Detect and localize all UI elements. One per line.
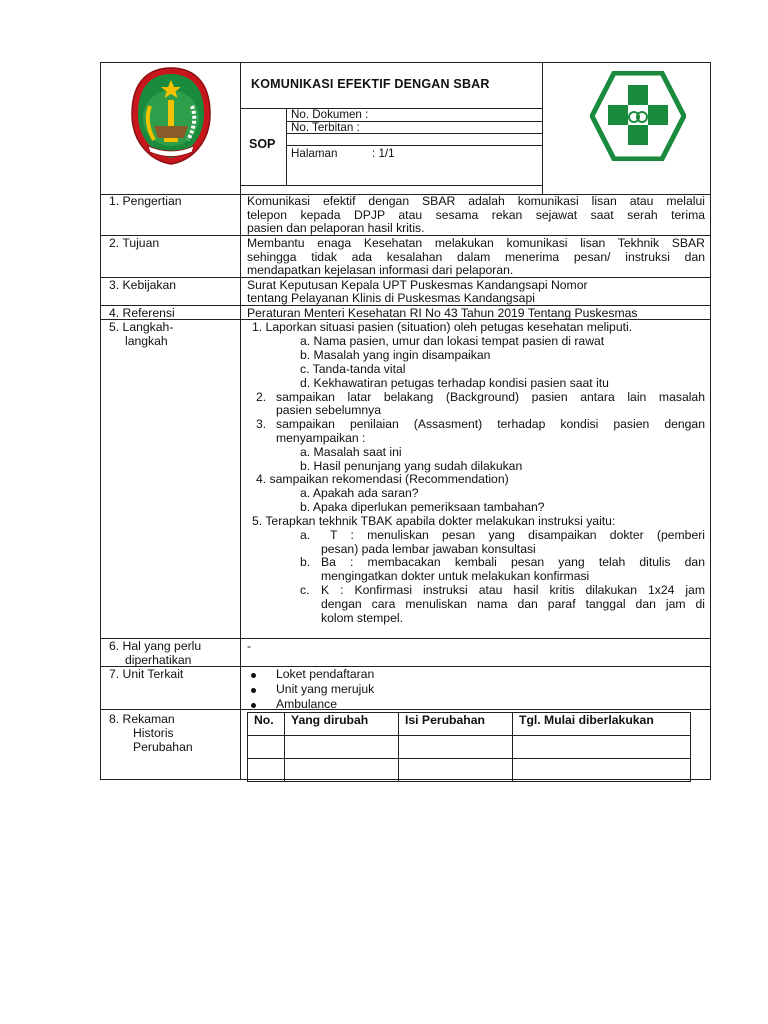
history-header-no: No.: [248, 713, 285, 736]
history-header-date: Tgl. Mulai diberlakukan: [513, 713, 691, 736]
step-5b-line-1: Ba : membacakan kembali pesan yang telah ditulis dan: [321, 555, 705, 569]
step-5a-line-1: T : menuliskan pesan yang disampaikan dokter (pemberi: [330, 528, 705, 542]
langkah-label-2: langkah: [125, 334, 168, 348]
title-bottom-rule: [240, 108, 542, 109]
row-rule-7: [100, 709, 711, 710]
history-header-row: [248, 713, 691, 736]
header-right-divider: [542, 62, 543, 194]
east-java-emblem-icon: [128, 66, 214, 166]
unit-label: 7. Unit Terkait: [109, 667, 184, 681]
pengertian-line-3: pasien dan pelaporan hasil kritis.: [247, 221, 425, 235]
step-5c-line-2: dengan cara menuliskan nama dan paraf tanggal dan jam di: [321, 597, 705, 611]
table-cell: [285, 736, 399, 759]
step-2-line-2: pasien sebelumnya: [276, 403, 382, 417]
step-5a-letter: a.: [300, 528, 311, 542]
pengertian-label: 1. Pengertian: [109, 194, 182, 208]
header-inner-bottom-rule: [240, 185, 542, 186]
table-cell: [285, 759, 399, 782]
step-3-line-2: menyampaikan :: [276, 431, 366, 445]
step-4b: b. Apaka diperlukan pemeriksaan tambahan?: [300, 500, 545, 514]
no-terbitan-field: No. Terbitan :: [291, 121, 360, 134]
tujuan-line-3: mendapatkan kejelasan informasi dari pelaporan.: [247, 263, 514, 277]
step-5a-line-2: pesan) pada lembar jawaban konsultasi: [321, 542, 536, 556]
step-5: 5. Terapkan tekhnik TBAK apabila dokter melakukan instruksi yaitu:: [252, 514, 616, 528]
step-5c-line-1: K : Konfirmasi instruksi atau hasil kritis dilakukan 1x24 jam: [321, 583, 705, 597]
table-cell: [399, 759, 513, 782]
referensi-label: 4. Referensi: [109, 306, 175, 320]
bullet-icon: [251, 688, 256, 693]
table-cell: [513, 759, 691, 782]
table-cell: [513, 736, 691, 759]
step-5c-letter: c.: [300, 583, 310, 597]
step-3-line-1: sampaikan penilaian (Assasment) terhadap kondisi pasien dengan: [276, 417, 705, 431]
hal-label-2: diperhatikan: [125, 653, 192, 667]
step-3b: b. Hasil penunjang yang sudah dilakukan: [300, 459, 523, 473]
step-2-line-1: sampaikan latar belakang (Background) pasien antara lain masalah: [276, 390, 705, 404]
pengertian-line-2: telepon kepada DPJP atau sesama rekan sejawat saat serah terima: [247, 208, 705, 222]
bullet-icon: [251, 703, 256, 708]
kebijakan-line-2: tentang Pelayanan Klinis di Puskesmas Kandangsapi: [247, 291, 535, 305]
step-1c: c. Tanda-tanda vital: [300, 362, 406, 376]
table-cell: [248, 736, 285, 759]
table-row: [248, 759, 691, 782]
table-cell: [399, 736, 513, 759]
bullet-icon: [251, 673, 256, 678]
table-cell: [248, 759, 285, 782]
step-2-number: 2.: [256, 390, 267, 404]
pengertian-line-1: Komunikasi efektif dengan SBAR adalah komunikasi lisan atau melalui: [247, 194, 705, 208]
tujuan-label: 2. Tujuan: [109, 236, 160, 250]
unit-item-3: Ambulance: [276, 697, 337, 711]
sop-label: SOP: [249, 137, 276, 151]
header-sop-divider: [286, 108, 287, 185]
rekaman-label-3: Perubahan: [133, 740, 193, 754]
hal-label: 6. Hal yang perlu: [109, 639, 202, 653]
rekaman-label-2: Historis: [133, 726, 174, 740]
history-header-changed: Yang dirubah: [285, 713, 399, 736]
step-4a: a. Apakah ada saran?: [300, 486, 419, 500]
kebijakan-label: 3. Kebijakan: [109, 278, 177, 292]
page-title: KOMUNIKASI EFEKTIF DENGAN SBAR: [251, 77, 490, 91]
step-1a: a. Nama pasien, umur dan lokasi tempat pasien di rawat: [300, 334, 605, 348]
history-header-content: Isi Perubahan: [399, 713, 513, 736]
step-1d: d. Kekhawatiran petugas terhadap kondisi pasien saat itu: [300, 376, 609, 390]
step-3a: a. Masalah saat ini: [300, 445, 402, 459]
step-1: 1. Laporkan situasi pasien (situation) oleh petugas kesehatan meliputi.: [252, 320, 633, 334]
halaman-value: : 1/1: [372, 147, 395, 160]
step-4: 4. sampaikan rekomendasi (Recommendation): [256, 472, 509, 486]
step-5b-line-2: mengingatkan dokter untuk melakukan konfirmasi: [321, 569, 590, 583]
rekaman-label: 8. Rekaman: [109, 712, 175, 726]
no-dokumen-field: No. Dokumen :: [291, 108, 369, 121]
step-5c-line-3: kolom stempel.: [321, 611, 403, 625]
unit-item-1: Loket pendaftaran: [276, 667, 375, 681]
kebijakan-line-1: Surat Keputusan Kepala UPT Puskesmas Kandangsapi Nomor: [247, 278, 588, 292]
puskesmas-logo-icon: [590, 71, 686, 161]
halaman-label: Halaman: [291, 147, 338, 160]
hal-value: -: [247, 639, 252, 653]
table-row: [248, 736, 691, 759]
tujuan-line-2: sehingga tidak ada kesalahan dalam menerima pesan/ instruksi dan: [247, 250, 705, 264]
halaman-top-rule: [286, 145, 542, 146]
step-1b: b. Masalah yang ingin disampaikan: [300, 348, 491, 362]
history-table: [247, 712, 691, 782]
row-rule-6: [100, 666, 711, 667]
unit-item-2: Unit yang merujuk: [276, 682, 375, 696]
referensi-line-1: Peraturan Menteri Kesehatan RI No 43 Tahun 2019 Tentang Puskesmas: [247, 306, 638, 320]
step-3-number: 3.: [256, 417, 267, 431]
label-column-divider: [240, 62, 241, 780]
step-5b-letter: b.: [300, 555, 311, 569]
tujuan-line-1: Membantu enaga Kesehatan melakukan komunikasi lisan Tekhnik SBAR: [247, 236, 705, 250]
langkah-label: 5. Langkah-: [109, 320, 174, 334]
